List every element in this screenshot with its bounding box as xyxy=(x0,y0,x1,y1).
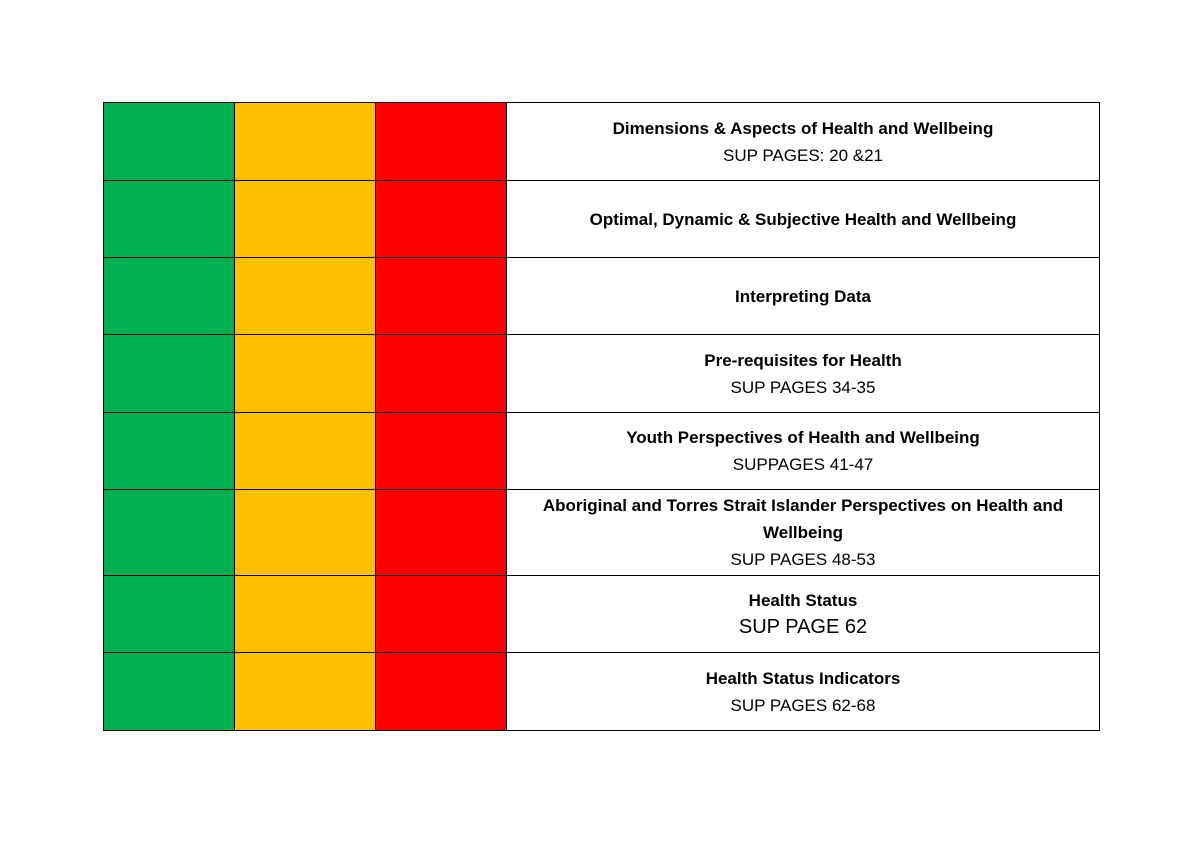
table-row xyxy=(104,103,1100,181)
table-row xyxy=(104,490,1100,576)
green-rating-cell[interactable] xyxy=(104,413,235,490)
green-rating-cell[interactable] xyxy=(104,103,235,181)
topic-cell xyxy=(507,490,1100,576)
topic-title: Interpreting Data xyxy=(734,286,872,306)
topic-title: Optimal, Dynamic & Subjective Health and Wellbeing xyxy=(589,209,1017,229)
red-rating-cell[interactable] xyxy=(376,413,507,490)
topic-cell xyxy=(507,258,1100,335)
topic-cell xyxy=(507,181,1100,258)
topic-pages: SUP PAGE 62 xyxy=(738,616,868,638)
table-row xyxy=(104,576,1100,653)
table-row xyxy=(104,413,1100,490)
red-rating-cell[interactable] xyxy=(376,258,507,335)
table-row xyxy=(104,335,1100,413)
topic-cell xyxy=(507,413,1100,490)
topic-pages: SUP PAGES 34-35 xyxy=(730,377,876,397)
amber-rating-cell[interactable] xyxy=(235,653,376,731)
green-rating-cell[interactable] xyxy=(104,490,235,576)
amber-rating-cell[interactable] xyxy=(235,103,376,181)
red-rating-cell[interactable] xyxy=(376,103,507,181)
topic-pages: SUP PAGES 62-68 xyxy=(730,695,876,715)
topic-pages: SUPPAGES 41-47 xyxy=(732,455,874,474)
topic-title: Pre-requisites for Health xyxy=(704,350,902,370)
table-row xyxy=(104,258,1100,335)
green-rating-cell[interactable] xyxy=(104,335,235,413)
red-rating-cell[interactable] xyxy=(376,335,507,413)
topic-title: Dimensions & Aspects of Health and Wellbeing xyxy=(612,118,994,138)
topic-title: Health Status xyxy=(748,591,858,610)
amber-rating-cell[interactable] xyxy=(235,335,376,413)
green-rating-cell[interactable] xyxy=(104,258,235,335)
red-rating-cell[interactable] xyxy=(376,576,507,653)
topic-pages: SUP PAGES 48-53 xyxy=(730,550,876,569)
topic-cell xyxy=(507,335,1100,413)
topic-pages: SUP PAGES: 20 &21 xyxy=(722,145,883,165)
amber-rating-cell[interactable] xyxy=(235,258,376,335)
topic-cell xyxy=(507,103,1100,181)
green-rating-cell[interactable] xyxy=(104,576,235,653)
table-row xyxy=(104,653,1100,731)
amber-rating-cell[interactable] xyxy=(235,413,376,490)
amber-rating-cell[interactable] xyxy=(235,576,376,653)
topic-title: Health Status Indicators xyxy=(705,668,901,688)
red-rating-cell[interactable] xyxy=(376,181,507,258)
table-row xyxy=(104,181,1100,258)
red-rating-cell[interactable] xyxy=(376,653,507,731)
topic-title: Aboriginal and Torres Strait Islander Perspectives on Health and Wellbeing xyxy=(542,496,1064,542)
traffic-light-rating-table xyxy=(103,102,1100,731)
topic-cell xyxy=(507,653,1100,731)
red-rating-cell[interactable] xyxy=(376,490,507,576)
topic-cell xyxy=(507,576,1100,653)
green-rating-cell[interactable] xyxy=(104,181,235,258)
amber-rating-cell[interactable] xyxy=(235,490,376,576)
topic-title: Youth Perspectives of Health and Wellbeing xyxy=(626,428,980,447)
green-rating-cell[interactable] xyxy=(104,653,235,731)
amber-rating-cell[interactable] xyxy=(235,181,376,258)
